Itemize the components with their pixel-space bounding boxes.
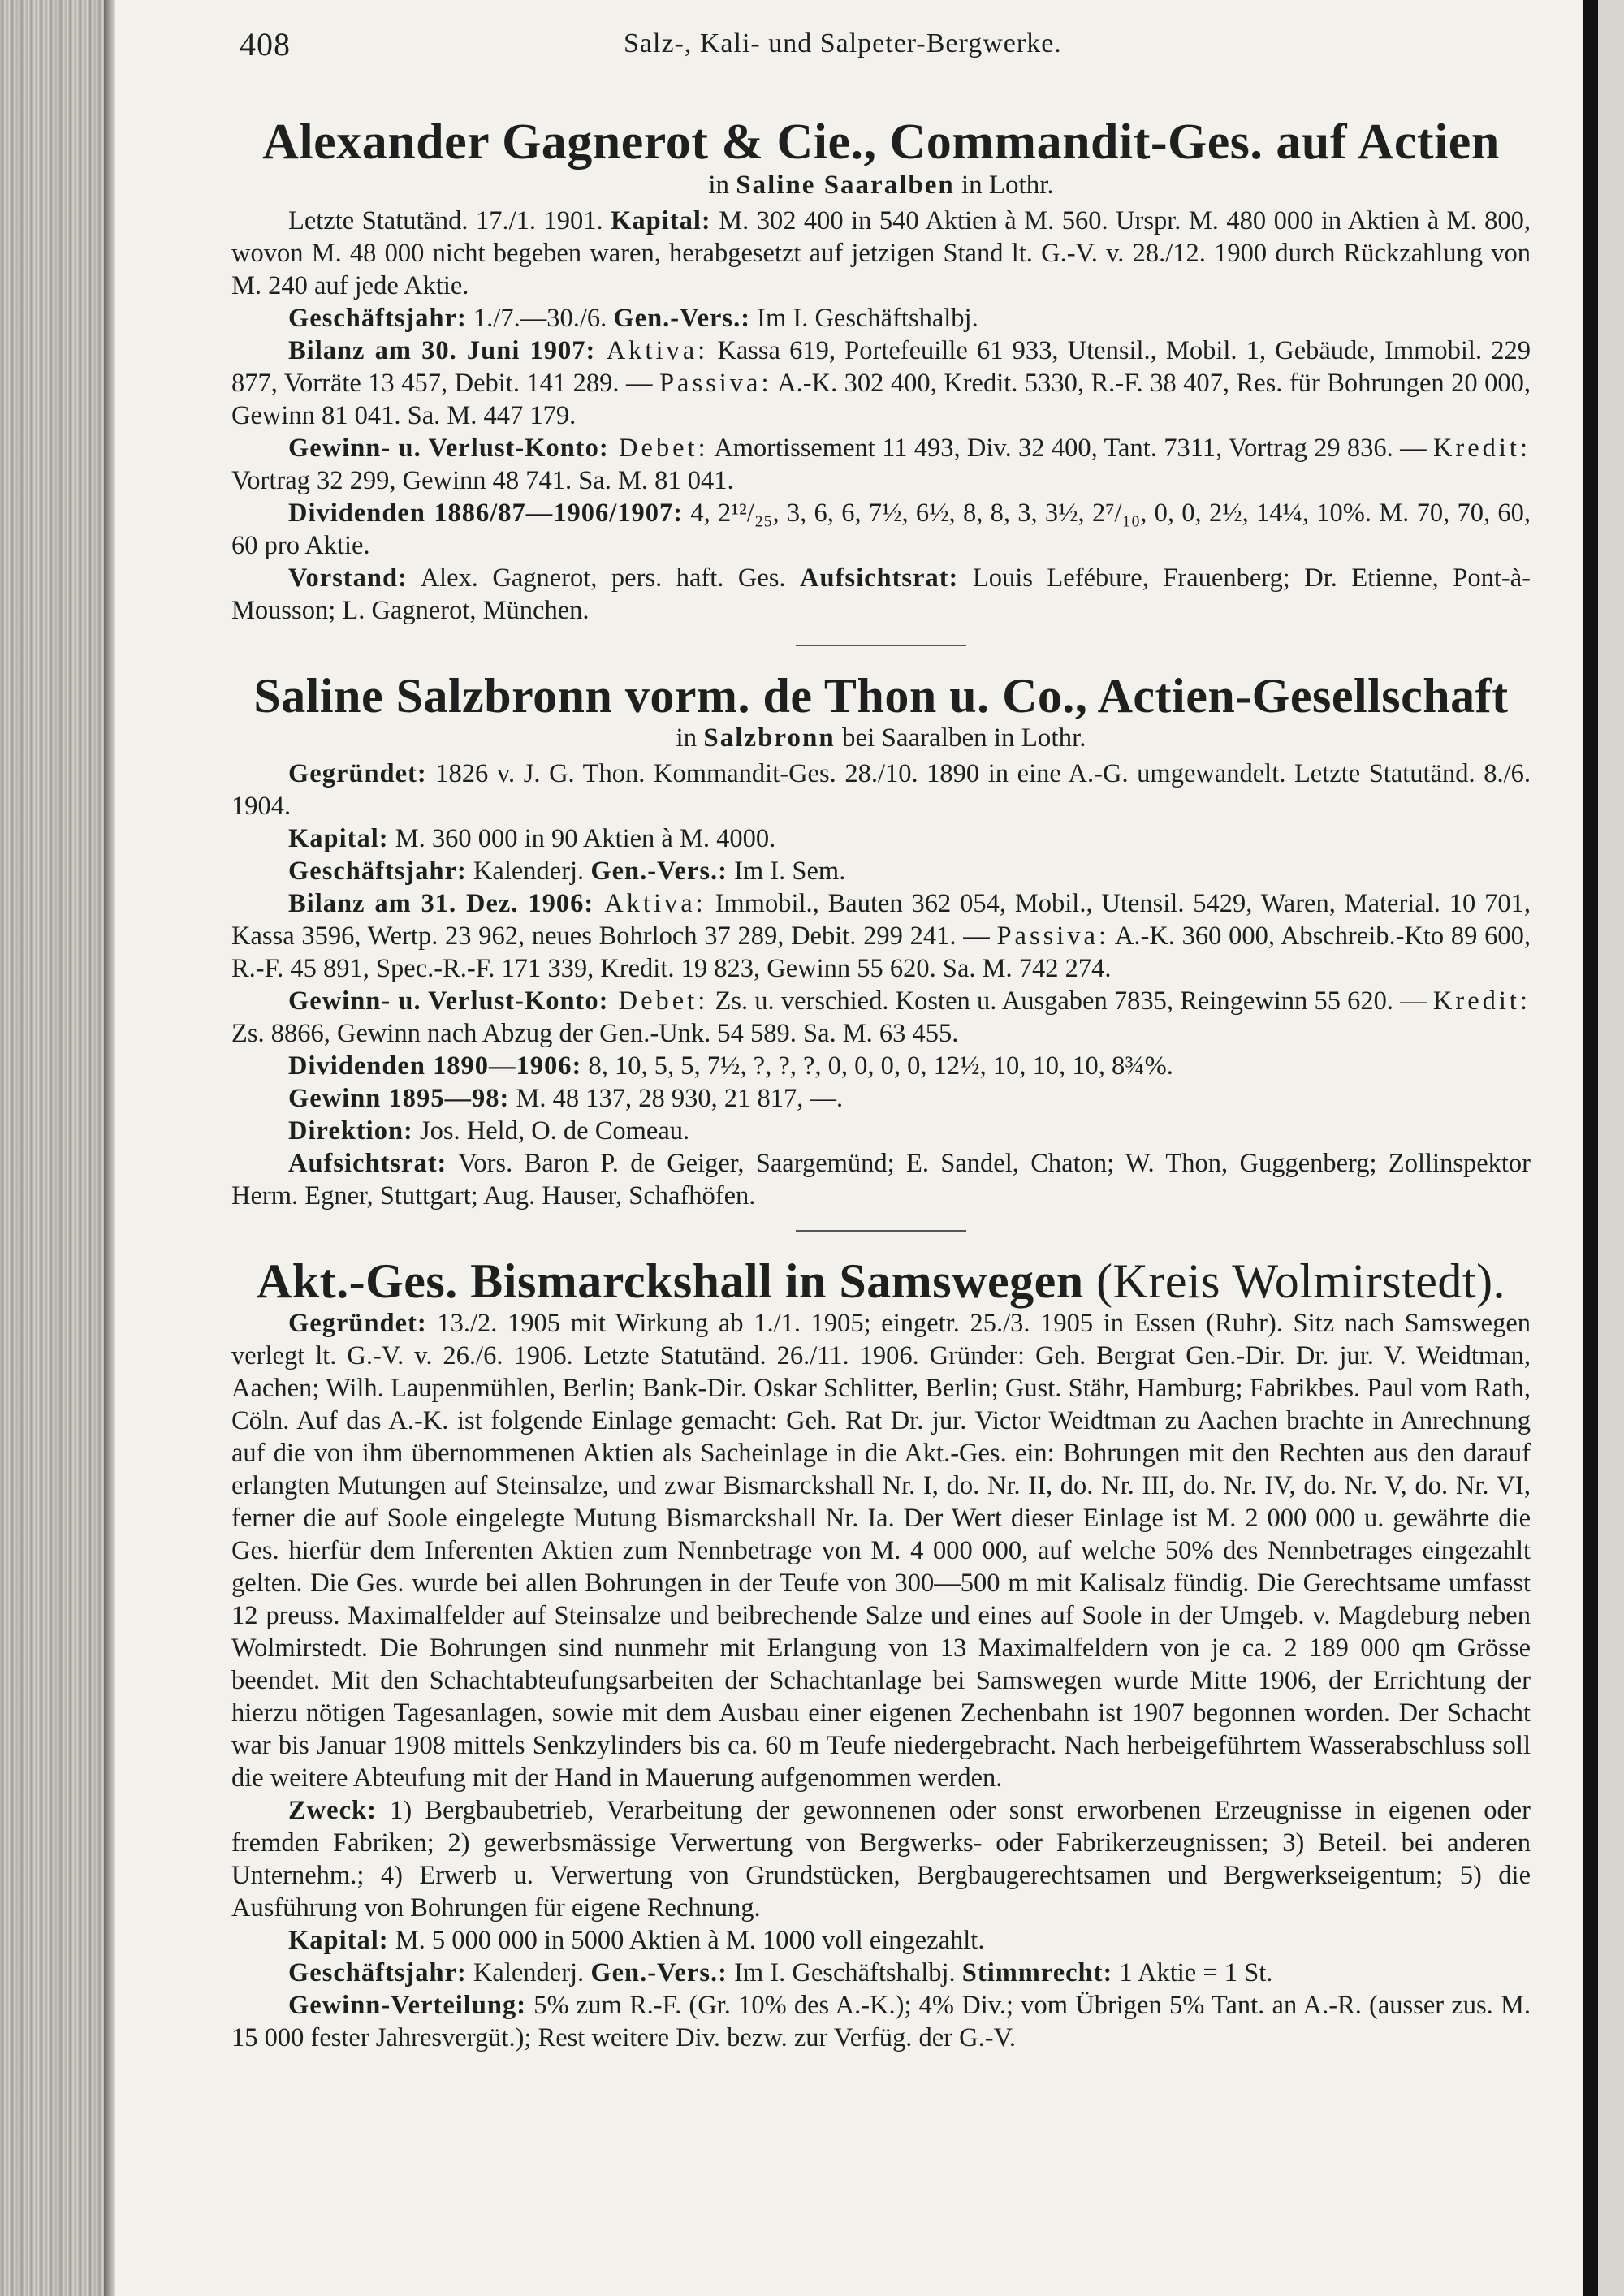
statute-capital: Letzte Statutänd. 17./1. 1901. Kapital: M. 302 400 in 540 Aktien à M. 560. Urspr. M. 480 000 in Aktien à M. 800, wovon M. 48 000 nicht begeben waren, herabgesetzt auf jetzigen Stand lt. G.-V. v. 28./12. 1900 durch Rückzahlung von M. 240 auf jede Aktie. bbox=[231, 206, 1531, 301]
supervisory-board: Aufsichtsrat: Vors. Baron P. de Geiger, Saargemünd; E. Sandel, Chaton; W. Thon, Guggenberg; Zollinspektor Herm. Egner, Stuttgart; Aug. Hauser, Schafhöfen. bbox=[231, 1149, 1531, 1211]
fiscal-year: Geschäftsjahr: 1./7.—30./6. Gen.-Vers.: Im I. Geschäftshalbj. bbox=[288, 304, 978, 334]
entry-title: Saline Salzbronn vorm. de Thon u. Co., Actien-Gesellschaft bbox=[253, 669, 1509, 723]
founded: Gegründet: 13./2. 1905 mit Wirkung ab 1./1. 1905; eingetr. 25./3. 1905 in Essen (Ruhr). Sitz nach Samswegen verlegt lt. G.-V. v. 26./6. 1906. Letzte Statutänd. 26./11. 1906. Gründer: Geh. Bergrat Gen.-Dir. Dr. jur. V. Weidtman, Aachen; Wilh. Laupenmühlen, Berlin; Bank-Dir. Oskar Schlitter, Berlin; Gust. Stähr, Hamburg; Fabrikbes. Paul vom Rath, Cöln. Auf das A.-K. ist folgende Einlage gemacht: Geh. Rat Dr. jur. Victor Weidtman zu Aachen brachte in Anrechnung auf die von ihm übernommenen Aktien als Sacheinlage in die Akt.-Ges. ein: Bohrungen mit den Rechten aus den darauf erlangten Mutungen auf Steinsalze, und zwar Bismarckshall Nr. I, do. Nr. II, do. Nr. III, do. Nr. IV, do. Nr. V, do. Nr. VI, ferner die auf Soole eingelegte Mutung Bismarckshall Nr. Ia. Der Wert dieser Einlage ist M. 2 000 000 u. gewährte die Ges. hierfür dem Inferenten Aktien zum Nennbetrage von M. 4 000 000, auf welche 50% des Nennbetrages eingezahlt gelten. Die Ges. wurde bei allen Bohrungen in der Teufe von 300—500 m mit Kalisalz fündig. Die Gerechtsame umfasst 12 preuss. Maximalfelder auf Steinsalze und beibrechende Salze und eines auf Soole in der Umgeb. v. Magdeburg neben Wolmirstedt. Die Bohrungen sind nunmehr mit Erlangung von 13 Maximalfeldern von je ca. 2 189 000 qm Grösse beendet. Mit den Schachtabteufungsarbeiten der Schachtanlage bei Samswegen wurde Mitte 1906, der Errichtung der hierzu nötigen Tagesanlagen, sowie mit dem Ausbau einer eigenen Zechenbahn ist 1907 begonnen worden. Der Schacht war bis Januar 1908 mittels Senkzylinders bis ca. 60 m Teufe niedergebracht. Nach herbeigeführtem Wasserabschluss soll die weitere Abteufung mit der Hand in Mauerung aufgenommen werden. bbox=[231, 1309, 1531, 1793]
entry-bismarckshall bbox=[231, 1256, 1531, 2054]
separator-rule bbox=[796, 645, 966, 646]
page-content bbox=[231, 20, 1531, 2054]
separator-rule bbox=[796, 1230, 966, 1232]
entry-title: Akt.-Ges. Bismarckshall in Samswegen (Kreis Wolmirstedt). bbox=[256, 1254, 1506, 1309]
page-edge-bar bbox=[1583, 0, 1598, 2296]
entry-location: in Saline Saaralben in Lothr. bbox=[708, 170, 1054, 201]
entry-salzbronn bbox=[231, 671, 1531, 1212]
profits: Gewinn 1895—98: M. 48 137, 28 930, 21 817, —. bbox=[288, 1084, 844, 1114]
balance-sheet: Bilanz am 31. Dez. 1906: Aktiva: Immobil., Bauten 362 054, Mobil., Utensil. 5429, Waren, Material. 10 701, Kassa 3596, Wertp. 23 962, neues Bohrloch 37 289, Debit. 299 241. — Passiva: A.-K. 360 000, Abschreib.-Kto 89 600, R.-F. 45 891, Spec.-R.-F. 171 339, Kredit. 19 823, Gewinn 55 620. Sa. M. 742 274. bbox=[231, 889, 1531, 984]
profit-distribution: Gewinn-Verteilung: 5% zum R.-F. (Gr. 10% des A.-K.); 4% Div.; vom Übrigen 5% Tant. an A.-R. (ausser zus. M. 15 000 fester Jahresvergüt.); Rest weitere Div. bezw. zur Verfüg. der G.-V. bbox=[231, 1991, 1531, 2053]
capital: Kapital: M. 5 000 000 in 5000 Aktien à M. 1000 voll eingezahlt. bbox=[288, 1926, 985, 1956]
entry-title: Alexander Gagnerot & Cie., Commandit-Ges. auf Actien bbox=[262, 114, 1500, 170]
page-gutter bbox=[104, 0, 115, 2296]
management: Direktion: Jos. Held, O. de Comeau. bbox=[288, 1116, 690, 1146]
running-title: Salz-, Kali- und Salpeter-Bergwerke. bbox=[624, 28, 1062, 58]
fiscal-year: Geschäftsjahr: Kalenderj. Gen.-Vers.: Im I. Geschäftshalbj. Stimmrecht: 1 Aktie = 1 St. bbox=[288, 1958, 1273, 1988]
entry-gagnerot bbox=[231, 116, 1531, 627]
book-spine-shadow bbox=[0, 0, 104, 2296]
page-number: 408 bbox=[240, 26, 291, 63]
profit-loss: Gewinn- u. Verlust-Konto: Debet: Zs. u. verschied. Kosten u. Ausgaben 7835, Reingewinn 55 620. — Kredit: Zs. 8866, Gewinn nach Abzug der Gen.-Unk. 54 589. Sa. M. 63 455. bbox=[231, 986, 1531, 1049]
running-header bbox=[231, 20, 1531, 69]
entry-location: in Salzbronn bei Saaralben in Lothr. bbox=[676, 723, 1086, 753]
dividends: Dividenden 1890—1906: 8, 10, 5, 5, 7½, ?, ?, ?, 0, 0, 0, 0, 12½, 10, 10, 10, 8¾%. bbox=[288, 1051, 1173, 1081]
balance-sheet: Bilanz am 30. Juni 1907: Aktiva: Kassa 619, Portefeuille 61 933, Utensil., Mobil. 1, Gebäude, Immobil. 229 877, Vorräte 13 457, Debit. 141 289. — Passiva: A.-K. 302 400, Kredit. 5330, R.-F. 38 407, Res. für Bohrungen 20 000, Gewinn 81 041. Sa. M. 447 179. bbox=[231, 336, 1531, 431]
profit-loss: Gewinn- u. Verlust-Konto: Debet: Amortissement 11 493, Div. 32 400, Tant. 7311, Vortrag 29 836. — Kredit: Vortrag 32 299, Gewinn 48 741. Sa. M. 81 041. bbox=[231, 434, 1531, 496]
founded: Gegründet: 1826 v. J. G. Thon. Kommandit-Ges. 28./10. 1890 in eine A.-G. umgewandelt. Letzte Statutänd. 8./6. 1904. bbox=[231, 759, 1531, 822]
board: Vorstand: Alex. Gagnerot, pers. haft. Ges. Aufsichtsrat: Louis Lefébure, Frauenberg; Dr. Etienne, Pont-à-Mousson; L. Gagnerot, München. bbox=[231, 563, 1531, 626]
fiscal-year: Geschäftsjahr: Kalenderj. Gen.-Vers.: Im I. Sem. bbox=[288, 857, 846, 887]
outer-margin bbox=[1598, 0, 1624, 2296]
capital: Kapital: M. 360 000 in 90 Aktien à M. 4000. bbox=[288, 824, 776, 854]
purpose: Zweck: 1) Bergbaubetrieb, Verarbeitung der gewonnenen oder sonst erworbenen Erzeugnisse in eigenen oder fremden Fabriken; 2) gewerbsmässige Verwertung von Bergwerks- oder Fabrikerzeugnissen; 3) Beteil. bei anderen Unternehm.; 4) Erwerb u. Verwertung von Grundstücken, Bergbaugerechtsamen und Bergwerkseigentum; 5) die Ausführung von Bohrungen für eigene Rechnung. bbox=[231, 1796, 1531, 1923]
dividends: Dividenden 1886/87—1906/1907: 4, 2¹²/₂₅, 3, 6, 6, 7½, 6½, 8, 8, 3, 3½, 2⁷/₁₀, 0, 0, 2½, 14¼, 10%. M. 70, 70, 60, 60 pro Aktie. bbox=[231, 498, 1531, 561]
